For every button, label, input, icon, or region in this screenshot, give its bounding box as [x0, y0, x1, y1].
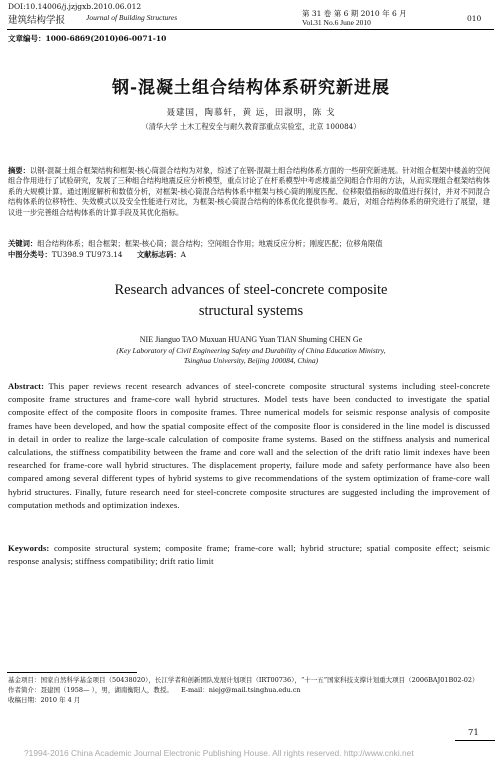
abstract-en-text: This paper reviews recent research advances of steel-concrete composite structural systems including steel-concrete composite frame structures and frame-core wall hybrid structures. Model tests have been conducted to investigate the spatial composite effect of the composite floors in composite frames. Three numerical models for seismic response analysis of composite frames have been developed, and how the spatial composite effect of the composite floor is considered in the line model is discussed in detail in order to realize the large-scale calculation of composite frame systems. Based on the stiffness analysis and numerical calculations, the stiffness compatibility between the frame and core wall and the selection of the drift ratio limit indexes have been researched for frame-core wall hybrid structures. The displacement property, failure mode and safety performance have also been compared among several different types of hybrid systems to give recommendations of the system optimization of frame-core wall hybrid structures. Finally, future research need for steel-concrete composite structures are suggested including the improvement of computation methods and optimization indexes.	[8, 381, 490, 510]
keywords-cn-label: 关键词：	[8, 239, 38, 248]
classification-cn	[8, 250, 490, 260]
title-cn: 钢-混凝土组合结构体系研究新进展	[111, 78, 391, 98]
footnote-fund: 基金项目：国家自然科学基金项目（50438020），长江学者和创新团队发展计划项目（IRT00736），“十一五”国家科技支撑计划重大项目（2006BAJ01B02-02）	[8, 676, 479, 684]
doc-code-value: A	[180, 250, 186, 259]
volume-cn: 第 31 卷 第 6 期 2010 年 6 月	[302, 9, 407, 18]
abstract-en-label: Abstract:	[8, 381, 45, 391]
header-rule	[7, 29, 494, 30]
affiliation-en-line1: (Key Laboratory of Civil Engineering Safety and Durability of China Education Ministry,	[116, 346, 386, 355]
footnote-author: 作者简介：聂建国（1958— ），男，湖南衡阳人，教授。	[8, 685, 173, 694]
journal-name-cn: 建筑结构学报	[8, 15, 66, 26]
abstract-cn-label: 摘要：	[8, 166, 30, 175]
abstract-cn	[8, 166, 490, 218]
keywords-en-label: Keywords:	[8, 543, 50, 553]
volume-en: Vol.31 No.6 June 2010	[302, 18, 371, 27]
abstract-cn-text: 以钢-混凝土组合框架结构和框架-核心筒混合结构为对象，综述了在钢-混凝土组合结构体系方面的一些研究新进展。针对组合框架中楼盖的空间组合作用进行了试验研究，发展了三种组合结构地震反应分析模型，重点讨论了在杆系模型中考虑楼盖空间组合作用的方法，从而实现组合框架结构体系的大规模计算。通过刚度解析和数值分析，对框架-核心筒混合结构体系中框架与核心筒的刚度匹配、位移限值指标的取值进行探讨，并对不同混合结构体系的位移特性、失效模式以及安全性能进行对比，为框架-核心筒混合结构的体系优化提供参考。最后，对组合结构体系的研究进行了展望，建议进一步完善组合结构体系的计算手段及其优化指标。	[8, 166, 490, 217]
doi: DOI:10.14006/j.jzjgxb.2010.06.012	[8, 2, 142, 11]
abstract-en	[8, 380, 490, 512]
authors-cn: 聂建国，陶慕轩，黄 远，田淑明，陈 戈	[166, 108, 336, 118]
title-en-line1: Research advances of steel-concrete composite	[114, 282, 388, 298]
authors-en: NIE Jianguo TAO Muxuan HUANG Yuan TIAN Shuming CHEN Ge	[139, 335, 363, 344]
footnote-rule	[7, 672, 137, 673]
keywords-cn	[8, 239, 490, 249]
footnote-received: 收稿日期：2010 年 4 月	[8, 695, 81, 704]
keywords-en-text: composite structural system; composite frame; frame-core wall; hybrid structure; spatial composite effect; seismic response analysis; stiffness compatibility; drift ratio limit	[8, 543, 490, 567]
keywords-en	[8, 542, 490, 568]
title-en-line2: structural systems	[198, 303, 304, 319]
classification-label: 中图分类号：	[8, 250, 52, 259]
affiliation-en-line2: Tsinghua University, Beijing 100084, China)	[183, 356, 319, 365]
copyright-line: ?1994-2016 China Academic Journal Electronic Publishing House. All rights reserved. http://www.cnki.net	[24, 748, 414, 758]
footnote	[8, 676, 490, 705]
footnote-author-line	[8, 686, 490, 696]
article-number: 文章编号：1000-6869(2010)06-0071-10	[8, 34, 167, 43]
journal-name-en: Journal of Building Structures	[86, 13, 178, 22]
keywords-cn-text: 组合结构体系；组合框架；框架-核心筒；混合结构；空间组合作用；地震反应分析；刚度匹配；位移角限值	[37, 239, 383, 248]
affiliation-cn: （清华大学 土木工程安全与耐久教育部重点实验室，北京 100084）	[141, 122, 361, 131]
footnote-email: E-mail：niejg@mail.tsinghua.edu.cn	[180, 685, 301, 694]
page-number: 71	[468, 728, 479, 738]
classification-value: TU398.9 TU973.14	[51, 250, 123, 259]
page-code: 010	[467, 14, 482, 23]
doc-code-label: 文献标志码：	[136, 250, 181, 259]
page-number-rule	[455, 740, 495, 741]
